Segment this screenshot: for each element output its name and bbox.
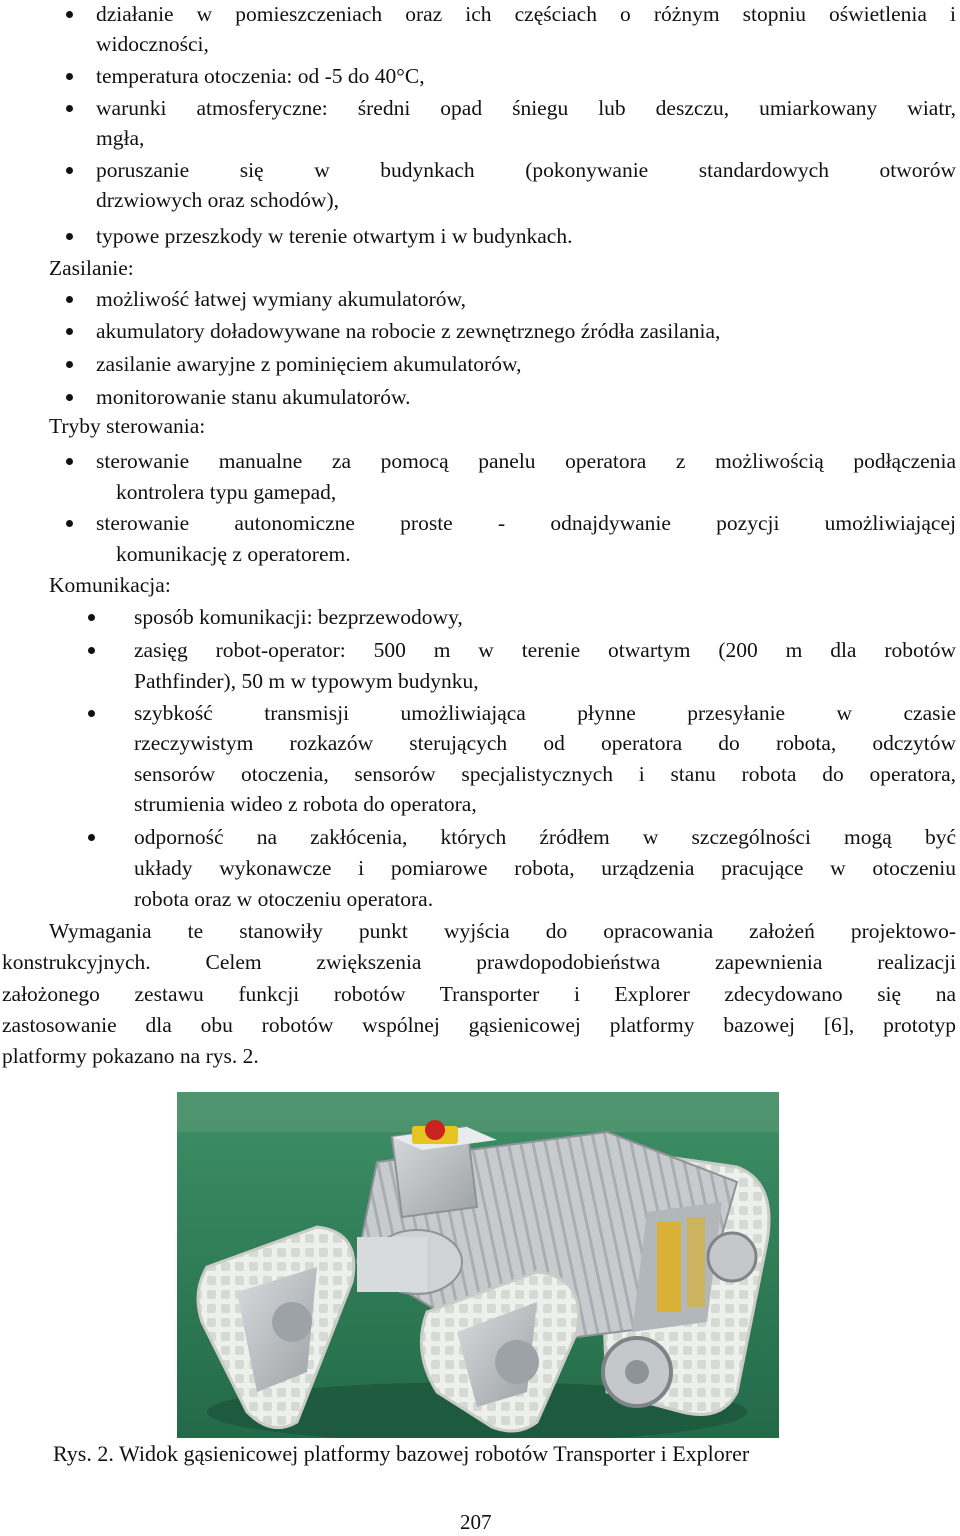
bullet-icon [66, 11, 73, 18]
bullet-icon [66, 520, 73, 527]
bullet-icon [66, 394, 73, 401]
env-item-3-line-1: warunki atmosferyczne: średni opad śniegu lub deszczu, umiarkowany wiatr, [96, 96, 956, 120]
env-item-4-line-1: poruszanie się w budynkach (pokonywanie standardowych otworów [96, 158, 956, 182]
control-heading: Tryby sterowania: [49, 414, 206, 438]
figure-caption: Rys. 2. Widok gąsienicowej platformy bazowej robotów Transporter i Explorer [53, 1441, 750, 1466]
robot-platform-photo [177, 1092, 779, 1438]
control-item-2-line-1: sterowanie autonomiczne proste - odnajdywanie pozycji umożliwiającej [96, 511, 956, 535]
bullet-icon [66, 233, 73, 240]
bullet-icon [88, 834, 95, 841]
power-item-2: akumulatory doładowywane na robocie z zewnętrznego źródła zasilania, [96, 319, 721, 343]
bullet-icon [88, 614, 95, 621]
comm-item-2-line-1: zasięg robot-operator: 500 m w terenie otwartym (200 m dla robotów [134, 638, 956, 662]
comm-item-3-line-4: strumienia wideo z robota do operatora, [134, 792, 477, 816]
bullet-icon [88, 710, 95, 717]
comm-item-2-line-2: Pathfinder), 50 m w typowym budynku, [134, 669, 479, 693]
comm-item-1: sposób komunikacji: bezprzewodowy, [134, 605, 463, 629]
env-item-1-line-2: widoczności, [96, 32, 209, 56]
bullet-icon [66, 167, 73, 174]
page-number: 207 [460, 1510, 492, 1534]
paragraph-line-5: platformy pokazano na rys. 2. [2, 1044, 259, 1068]
env-item-4-line-2: drzwiowych oraz schodów), [96, 188, 339, 212]
power-heading: Zasilanie: [49, 256, 134, 280]
comm-item-3-line-2: rzeczywistym rozkazów sterujących od operatora do robota, odczytów [134, 731, 956, 755]
env-item-3-line-2: mgła, [96, 126, 145, 150]
env-item-1-line-1: działanie w pomieszczeniach oraz ich częściach o różnym stopniu oświetlenia i [96, 2, 956, 26]
control-item-1-line-1: sterowanie manualne za pomocą panelu operatora z możliwością podłączenia [96, 449, 956, 473]
bullet-icon [66, 361, 73, 368]
power-item-3: zasilanie awaryjne z pominięciem akumulatorów, [96, 352, 522, 376]
control-item-2-line-2: komunikację z operatorem. [116, 542, 351, 566]
bullet-icon [66, 328, 73, 335]
comm-item-4-line-1: odporność na zakłócenia, których źródłem w szczególności mogą być [134, 825, 956, 849]
paragraph-line-3: założonego zestawu funkcji robotów Transporter i Explorer zdecydowano się na [2, 982, 956, 1006]
bullet-icon [66, 296, 73, 303]
paragraph-line-2: konstrukcyjnych. Celem zwiększenia prawdopodobieństwa zapewnienia realizacji [2, 950, 956, 974]
power-item-4: monitorowanie stanu akumulatorów. [96, 385, 411, 409]
bullet-icon [88, 647, 95, 654]
comm-item-4-line-2: układy wykonawcze i pomiarowe robota, urządzenia pracujące w otoczeniu [134, 856, 956, 880]
paragraph-line-1: Wymagania te stanowiły punkt wyjścia do opracowania założeń projektowo- [49, 919, 956, 943]
control-item-1-line-2: kontrolera typu gamepad, [116, 480, 337, 504]
bullet-icon [66, 105, 73, 112]
comm-item-3-line-3: sensorów otoczenia, sensorów specjalistycznych i stanu robota do operatora, [134, 762, 956, 786]
power-item-1: możliwość łatwej wymiany akumulatorów, [96, 287, 466, 311]
comm-item-4-line-3: robota oraz w otoczeniu operatora. [134, 887, 434, 911]
env-item-2: temperatura otoczenia: od -5 do 40°C, [96, 64, 425, 88]
comm-item-3-line-1: szybkość transmisji umożliwiająca płynne przesyłanie w czasie [134, 701, 956, 725]
bullet-icon [66, 458, 73, 465]
comm-heading: Komunikacja: [49, 573, 171, 597]
bullet-icon [66, 73, 73, 80]
paragraph-line-4: zastosowanie dla obu robotów wspólnej gąsienicowej platformy bazowej [6], prototyp [2, 1013, 956, 1037]
env-item-5: typowe przeszkody w terenie otwartym i w budynkach. [96, 224, 573, 248]
